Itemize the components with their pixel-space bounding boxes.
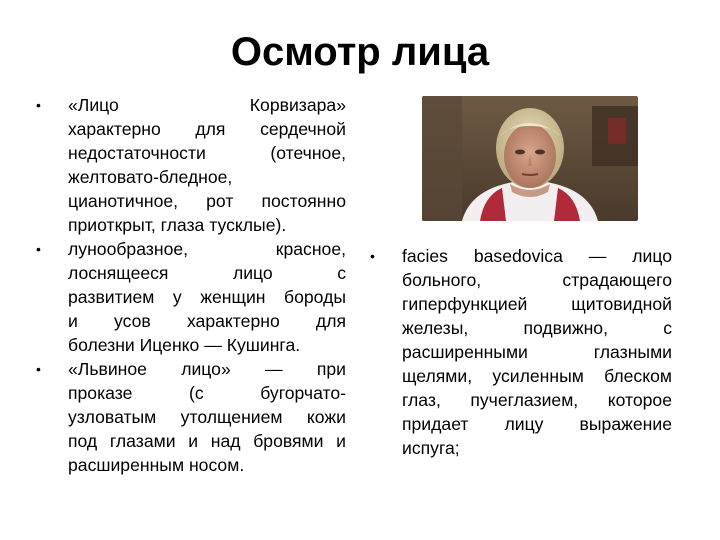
item-text (68, 93, 346, 237)
list-item (36, 237, 346, 357)
text-line: характерно для сердечной (68, 119, 346, 139)
text-line: недостаточности (отечное, (68, 143, 346, 163)
text-line: болезни Иценко — Кушинга. (68, 335, 301, 355)
bullet-icon: • (36, 361, 41, 377)
text-line: гиперфункцией щитовидной (402, 294, 672, 314)
left-bullet-list (36, 93, 346, 477)
text-line: придает лицу выражение (402, 414, 672, 434)
list-item (370, 244, 672, 460)
text-line: лоснящееся лицо с (68, 263, 346, 283)
patient-photo (422, 96, 638, 221)
text-line: узловатым утолщением кожи (68, 407, 346, 427)
text-line: цианотичное, рот постоянно (68, 191, 346, 211)
bullet-icon: • (36, 241, 41, 257)
list-item (36, 357, 346, 477)
text-line: проказе (с бугорчато- (68, 383, 346, 403)
text-line: развитием у женщин бороды (68, 287, 346, 307)
text-line: расширенными глазными (402, 342, 672, 362)
item-text (402, 244, 672, 460)
text-line: щелями, усиленным блеском (402, 366, 672, 386)
bullet-icon: • (36, 97, 41, 113)
slide-title: Осмотр лица (230, 30, 490, 74)
text-line: приоткрыт, глаза тусклые). (68, 215, 287, 235)
text-line: «Львиное лицо» — при (68, 359, 346, 379)
text-line: глаз, пучеглазием, которое (402, 390, 672, 410)
right-bullet-list (370, 244, 672, 460)
item-text (68, 357, 346, 477)
text-line: лунообразное, красное, (68, 239, 346, 259)
list-item (36, 93, 346, 237)
item-text (68, 237, 346, 357)
text-line: желтовато-бледное, (68, 167, 233, 187)
bullet-icon: • (370, 248, 375, 264)
text-line: «Лицо Корвизара» (68, 95, 346, 115)
text-line: facies basedovica — лицо (402, 246, 672, 266)
text-line: испуга; (402, 438, 460, 458)
text-line: под глазами и над бровями и (68, 431, 346, 451)
text-line: железы, подвижно, с (402, 318, 672, 338)
text-line: больного, страдающего (402, 270, 672, 290)
text-line: и усов характерно для (68, 311, 346, 331)
text-line: расширенным носом. (68, 455, 245, 475)
